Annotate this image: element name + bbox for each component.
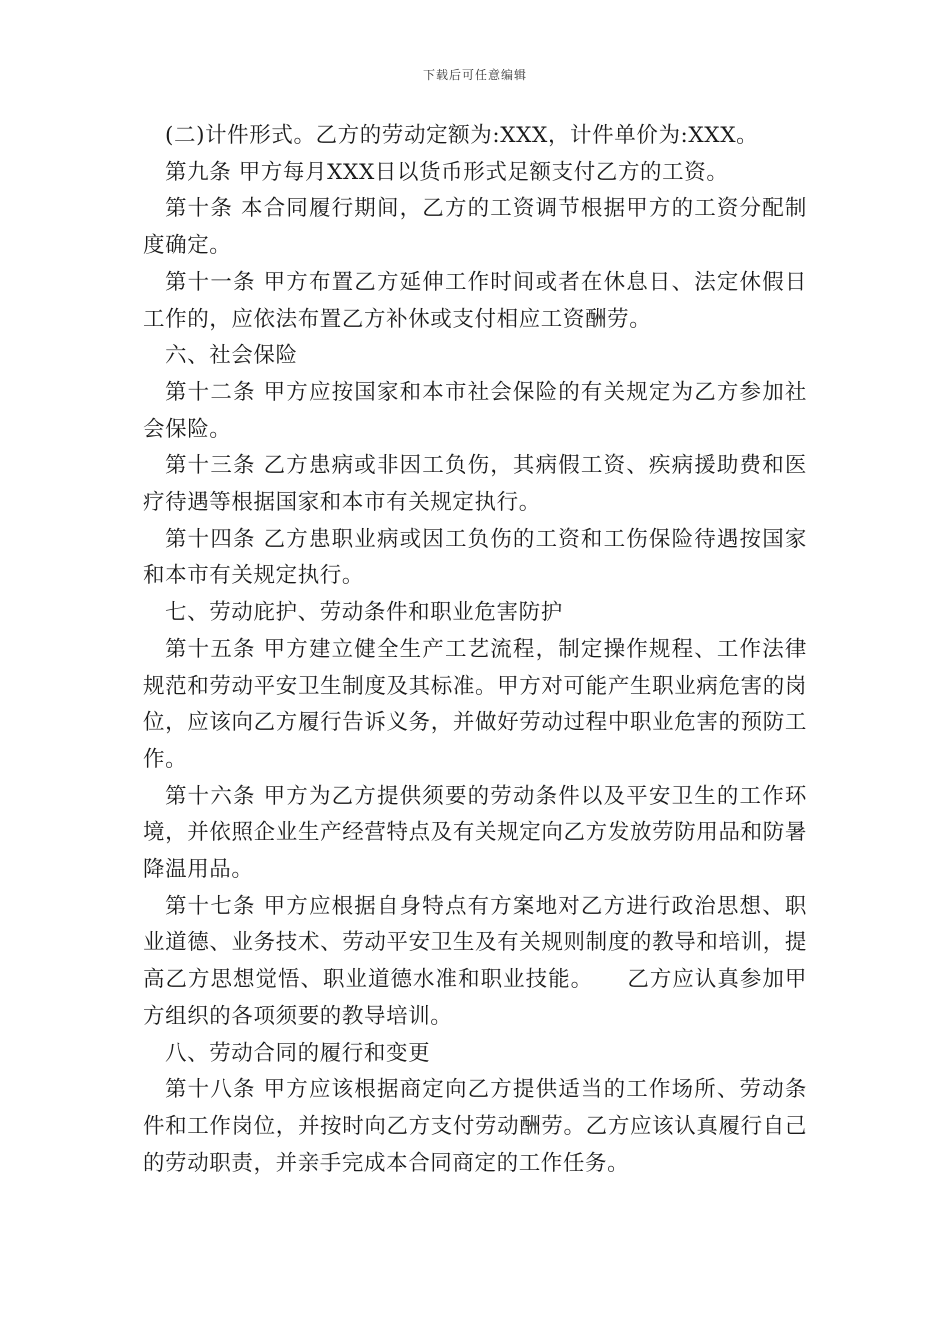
paragraph-article-18: 第十八条 甲方应该根据商定向乙方提供适当的工作场所、劳动条件和工作岗位，并按时向乙方支付劳动酬劳。乙方应该认真履行自己的劳动职责，并亲手完成本合同商定的工作任务。 (143, 1077, 807, 1176)
paragraph-article-14: 第十四条 乙方患职业病或因工负伤的工资和工伤保险待遇按国家和本市有关规定执行。 (143, 526, 807, 589)
paragraph-article-16: 第十六条 甲方为乙方提供须要的劳动条件以及平安卫生的工作环境，并依照企业生产经营特点及有关规定向乙方发放劳防用品和防暑降温用品。 (143, 783, 807, 883)
paragraph-article-10: 第十条 本合同履行期间，乙方的工资调节根据甲方的工资分配制度确定。 (143, 196, 807, 259)
section-heading-labor-protection: 七、劳动庇护、劳动条件和职业危害防护 (165, 600, 563, 626)
document-body (143, 118, 807, 1182)
section-heading-social-insurance: 六、社会保险 (165, 343, 298, 369)
section-heading-contract-performance: 八、劳动合同的履行和变更 (165, 1040, 431, 1066)
page-header-note: 下载后可任意编辑 (422, 68, 527, 82)
paragraph-article-15: 第十五条 甲方建立健全生产工艺流程，制定操作规程、工作法律规范和劳动平安卫生制度及其标准。甲方对可能产生职业病危害的岗位，应该向乙方履行告诉义务，并做好劳动过程中职业危害的预防工作。 (143, 636, 807, 772)
paragraph-article-9: 第九条 甲方每月XXX日以货币形式足额支付乙方的工资。 (165, 159, 729, 185)
paragraph-article-11: 第十一条 甲方布置乙方延伸工作时间或者在休息日、法定休假日工作的，应依法布置乙方补休或支付相应工资酬劳。 (143, 269, 807, 332)
paragraph-article-17: 第十七条 甲方应根据自身特点有方案地对乙方进行政治思想、职业道德、业务技术、劳动平安卫生及有关规则制度的教导和培训，提高乙方思想觉悟、职业道德水准和职业技能。 乙方应认真参加甲方组织的各项须要的教导培训。 (143, 893, 807, 1029)
paragraph-article-13: 第十三条 乙方患病或非因工负伤，其病假工资、疾病援助费和医疗待遇等根据国家和本市有关规定执行。 (143, 453, 807, 516)
paragraph-article-12: 第十二条 甲方应按国家和本市社会保险的有关规定为乙方参加社会保险。 (143, 379, 807, 442)
paragraph-piecework: (二)计件形式。乙方的劳动定额为:XXX，计件单价为:XXX。 (165, 123, 759, 148)
